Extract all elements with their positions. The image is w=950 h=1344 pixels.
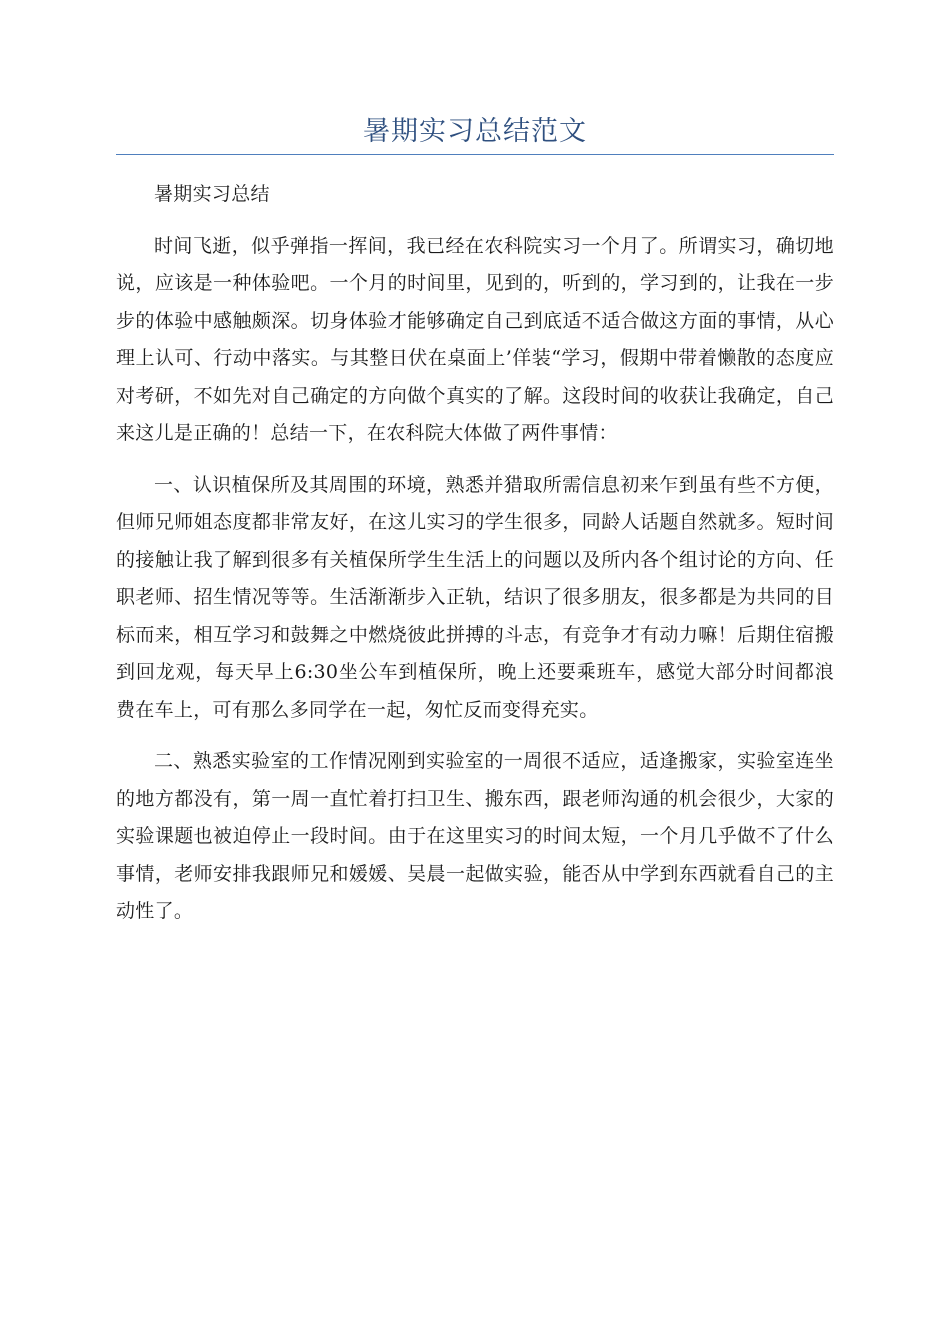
section-two-paragraph: 二、熟悉实验室的工作情况刚到实验室的一周很不适应，适逢搬家，实验室连坐的地方都没有，第一周一直忙着打扫卫生、搬东西，跟老师沟通的机会很少，大家的实验课题也被迫停止一段时间。由于在这里实习的时间太短，一个月几乎做不了什么事情，老师安排我跟师兄和媛媛、吴晨一起做实验，能否从中学到东西就看自己的主动性了。	[116, 750, 834, 922]
document-title: 暑期实习总结范文	[363, 116, 587, 147]
section-one-paragraph: 一、认识植保所及其周围的环境，熟悉并猎取所需信息初来乍到虽有些不方便，但师兄师姐态度都非常友好，在这儿实习的学生很多，同龄人话题自然就多。短时间的接触让我了解到很多有关植保所学生生活上的问题以及所内各个组讨论的方向、任职老师、招生情况等等。生活渐渐步入正轨，结识了很多朋友，很多都是为共同的目标而来，相互学习和鼓舞之中燃烧彼此拼搏的斗志，有竞争才有动力嘛！后期住宿搬到回龙观，每天早上6:30坐公车到植保所，晚上还要乘班车，感觉大部分时间都浪费在车上，可有那么多同学在一起，匆忙反而变得充实。	[116, 473, 834, 721]
title-underline	[116, 154, 834, 155]
intro-paragraph: 时间飞逝，似乎弹指一挥间，我已经在农科院实习一个月了。所谓实习，确切地说，应该是一种体验吧。一个月的时间里，见到的，听到的，学习到的，让我在一步步的体验中感触颇深。切身体验才能够确定自己到底适不适合做这方面的事情，从心理上认可、行动中落实。与其整日伏在桌面上’佯装“学习，假期中带着懒散的态度应对考研，不如先对自己确定的方向做个真实的了解。这段时间的收获让我确定，自己来这儿是正确的！总结一下，在农科院大体做了两件事情：	[116, 234, 834, 444]
document-body	[116, 176, 834, 945]
subtitle-paragraph: 暑期实习总结	[154, 183, 270, 205]
